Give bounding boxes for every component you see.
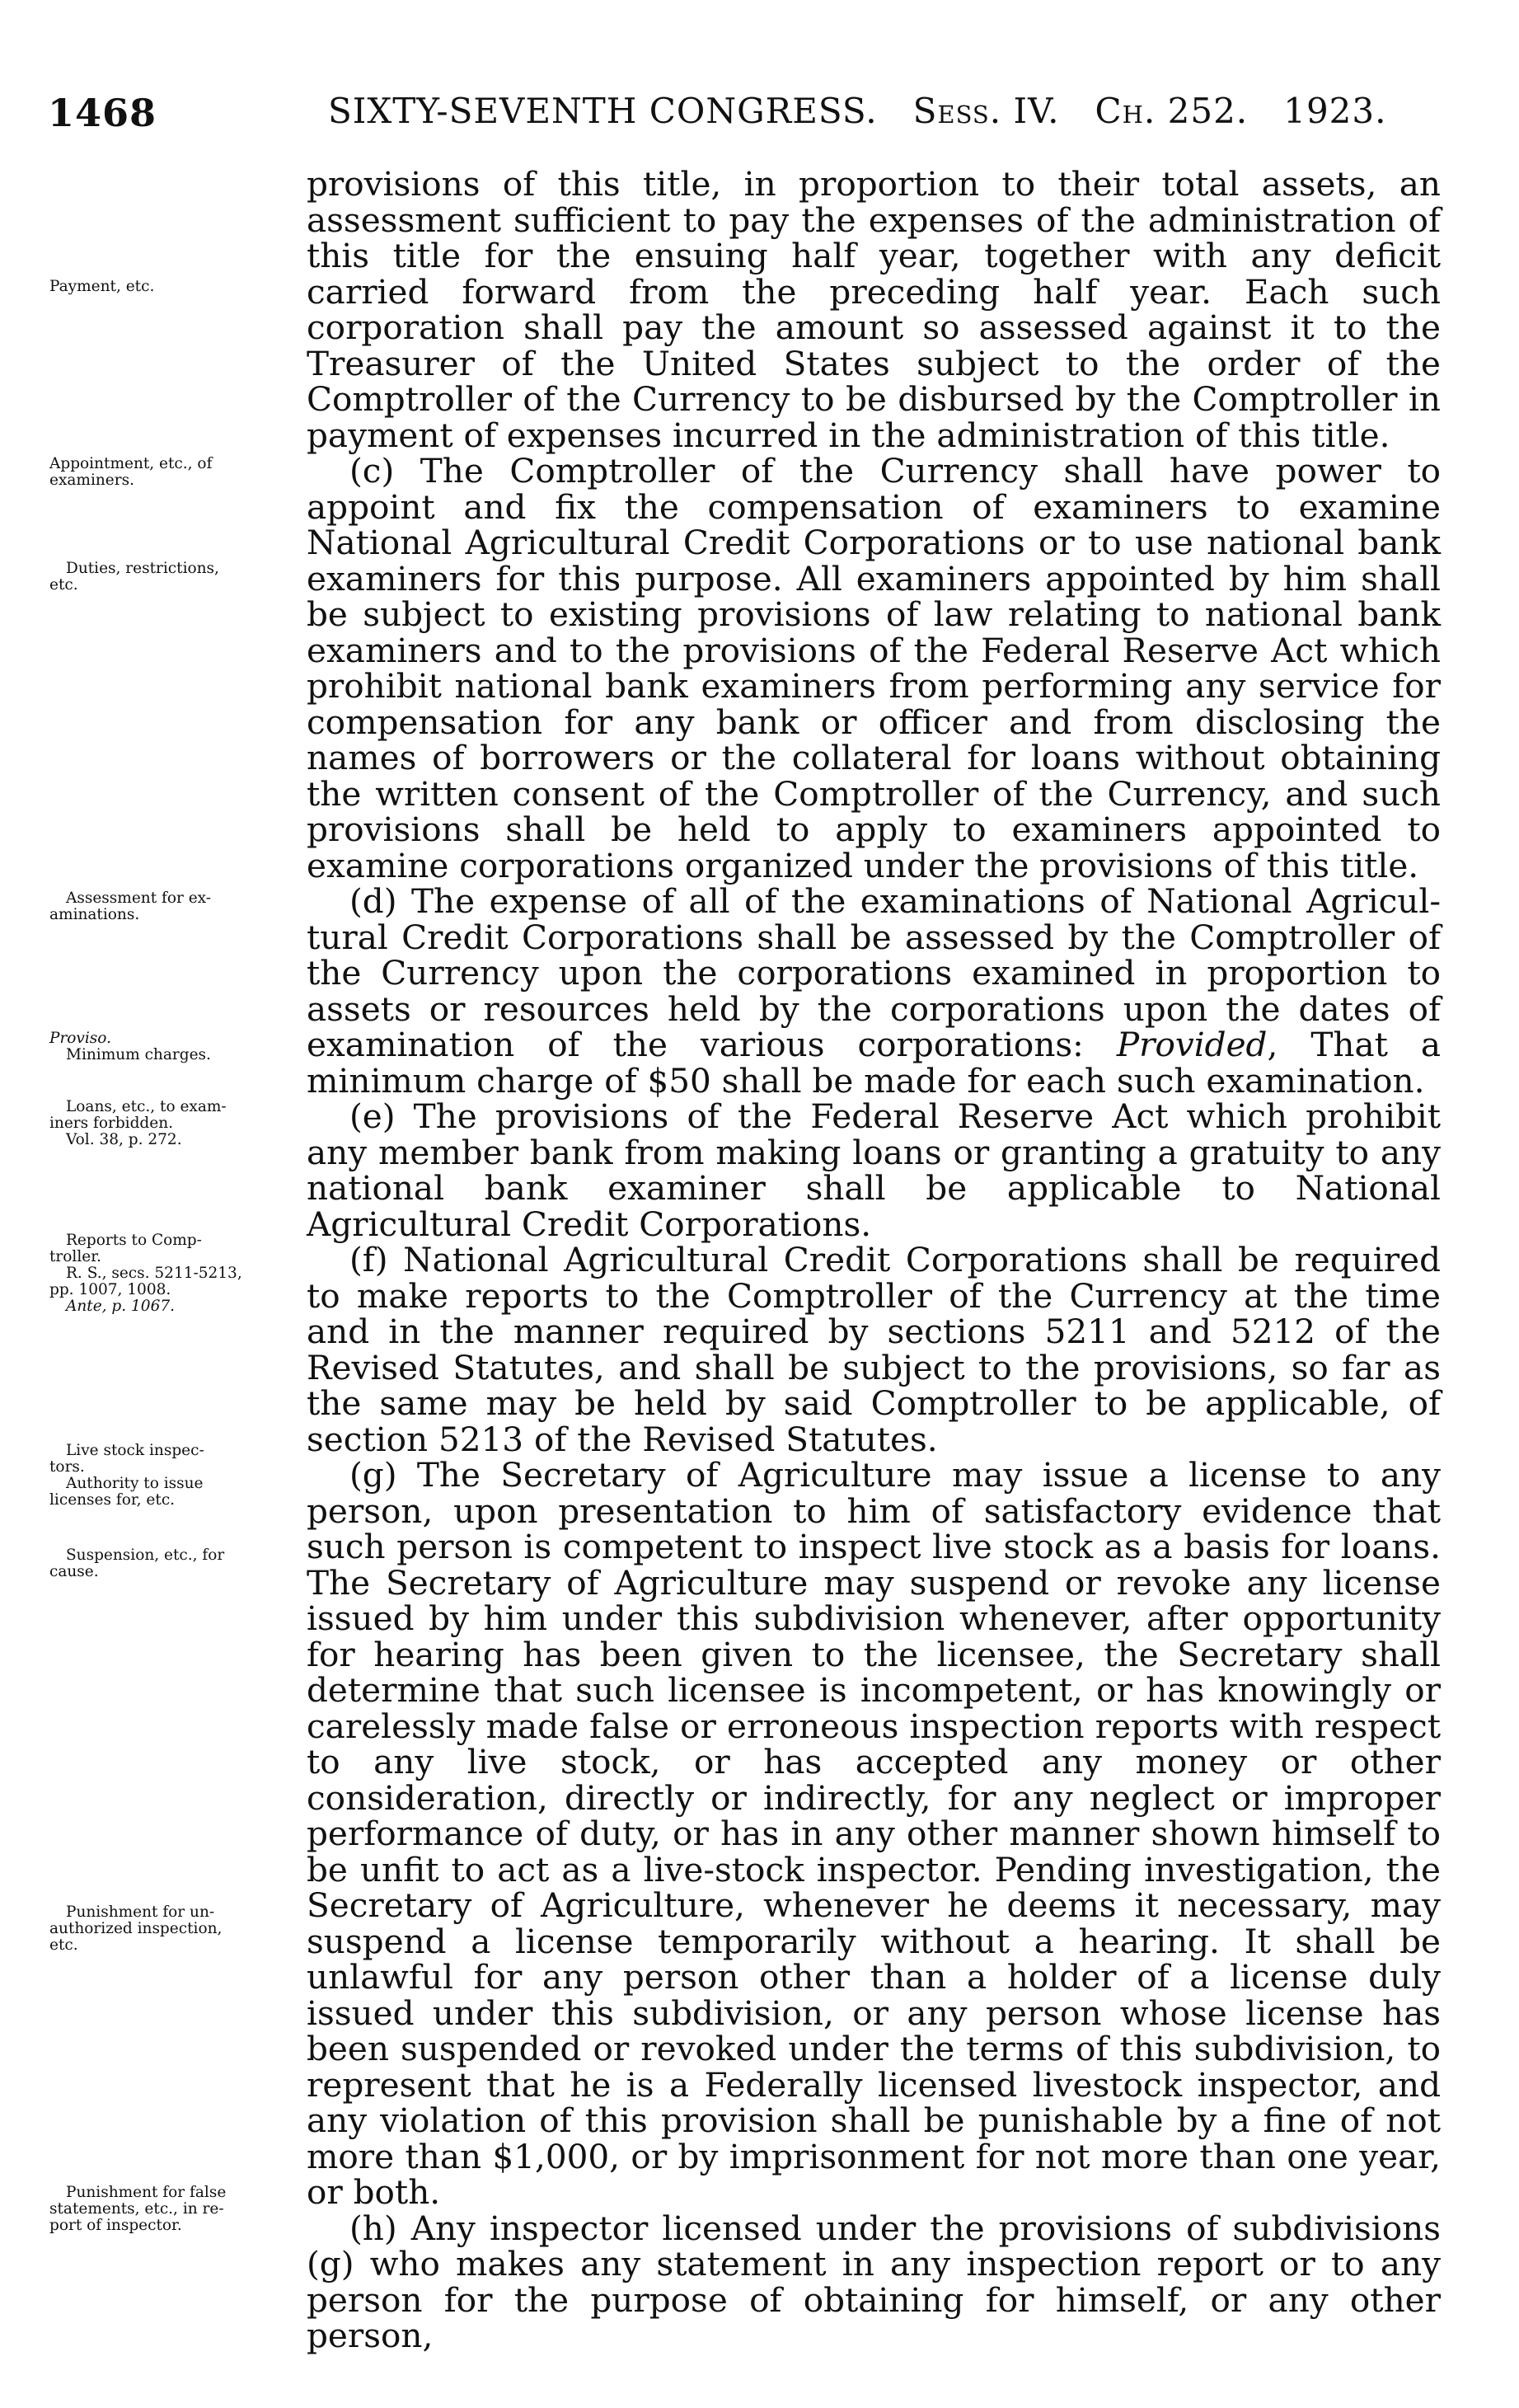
margin-note-line: Payment, etc. bbox=[49, 278, 155, 295]
margin-note-line: Authority to issue bbox=[66, 1475, 204, 1492]
margin-note bbox=[49, 1232, 301, 1315]
margin-note bbox=[49, 279, 301, 295]
chapter-label: Ch. 252. bbox=[1095, 91, 1249, 131]
margin-note bbox=[49, 2185, 301, 2234]
margin-note-line: Duties, restrictions, bbox=[66, 560, 219, 577]
margin-note-line: iners forbidden. bbox=[49, 1115, 174, 1132]
paragraph-h: (h) Any inspector licensed under the provisions of subdivisions (g) who makes any statement in any inspection report or to any person for the purpose of obtaining for himself, or any other person, bbox=[307, 2208, 1441, 2355]
margin-note-line: examiners. bbox=[49, 472, 134, 489]
paragraph-f: (f) National Agricultural Credit Corporations shall be required to make reports to the Comptroller of the Currency at the time and in the manner required by sections 5211 and 5212 of the Revised Statutes, and shall be subject to the provisions, so far as the same may be held by said Comptroller to be applicable, of section 5213 of the Revised Statutes. bbox=[307, 1240, 1441, 1459]
margin-note-line: etc. bbox=[49, 1936, 78, 1954]
paragraph-c: (c) The Comptroller of the Currency shall have power to appoint and fix the compensation of examiners to examine National Agricultural Credit Corporations or to use national bank examiners for this purpose. All examiners appointed by him shall be subject to existing provisions of law relating to national bank examiners and to the provisions of the Federal Reserve Act which prohibit national bank examiners from performing any service for compensation for any bank or officer and from disclosing the names of borrowers or the collateral for loans without obtaining the written consent of the Comptroller of the Currency, and such provisions shall be held to apply to examiners appointed to examine corporations organized under the provisions of this title. bbox=[307, 451, 1441, 885]
margin-note-line: aminations. bbox=[49, 906, 140, 923]
margin-note-line: authorized inspection, bbox=[49, 1920, 223, 1937]
margin-note-line: Reports to Comp- bbox=[66, 1232, 202, 1249]
page-number: 1468 bbox=[48, 91, 157, 135]
margin-note-line: Vol. 38, p. 272. bbox=[66, 1131, 182, 1148]
margin-note-line: troller. bbox=[49, 1248, 101, 1265]
paragraph-d: (d) The expense of all of the examinations of National Agricultural Credit Corporations shall be assessed by the Comptroller of the Currency upon the corporations examined in proportion to assets or resources held by the corporations upon the dates of examination of the various corporations: Provided, That a minimum charge of $50 shall be made for each such examination. bbox=[307, 881, 1441, 1101]
margin-note-line: R. S., secs. 5211-5213, bbox=[66, 1265, 242, 1282]
margin-note bbox=[49, 561, 301, 594]
margin-note-line: Ante, p. 1067. bbox=[66, 1298, 175, 1315]
margin-note bbox=[49, 1547, 301, 1580]
margin-note-line: licenses for, etc. bbox=[49, 1491, 176, 1509]
margin-note-line: tors. bbox=[49, 1458, 85, 1476]
running-head bbox=[328, 91, 1386, 131]
margin-note bbox=[49, 1904, 301, 1954]
statute-text bbox=[307, 164, 1441, 2355]
margin-note bbox=[49, 1030, 301, 1063]
page-header bbox=[48, 91, 1449, 140]
margin-note-line: port of inspector. bbox=[49, 2217, 182, 2234]
margin-note-line: Suspension, etc., for bbox=[66, 1547, 225, 1564]
margin-note-line: Live stock inspec- bbox=[66, 1442, 204, 1459]
proviso-emphasis: Provided bbox=[1116, 1025, 1268, 1064]
margin-note-line: Minimum charges. bbox=[66, 1046, 211, 1063]
margin-note-line: Proviso. bbox=[49, 1030, 111, 1047]
paragraph-e: (e) The provisions of the Federal Reserve Act which prohibit any member bank from making loans or granting a gratuity to any national bank examiner shall be applicable to National Agricultural Credit Corporations. bbox=[307, 1096, 1441, 1244]
paragraph-continuation: provisions of this title, in proportion to their total assets, an assessment sufficient to pay the expenses of the administration of this title for the ensuing half year, together with any deficit carried forward from the preceding half year. Each such corporation shall pay the amount so assessed against it to the Treasurer of the United States subject to the order of the Comptroller of the Currency to be disbursed by the Comptroller in payment of expenses incurred in the administration of this title. bbox=[307, 164, 1441, 455]
margin-note bbox=[49, 1443, 301, 1509]
session-label: Sess. IV. bbox=[912, 91, 1060, 131]
margin-note bbox=[49, 456, 301, 489]
margin-note-line: Assessment for ex- bbox=[66, 890, 212, 907]
margin-note-line: pp. 1007, 1008. bbox=[49, 1281, 171, 1298]
margin-note bbox=[49, 1099, 301, 1148]
margin-note-line: Loans, etc., to exam- bbox=[66, 1098, 227, 1115]
paragraph-g: (g) The Secretary of Agriculture may issue a license to any person, upon presentation to him of satisfactory evidence that such person is competent to inspect live stock as a basis for loans. The Secretary of Agriculture may suspend or revoke any license issued by him under this subdivision whenever, after opportunity for hearing has been given to the licensee, the Secretary shall determine that such licensee is incompetent, or has knowingly or carelessly made false or erroneous inspection reports with respect to any live stock, or has accepted any money or other consideration, directly or indirectly, for any neglect or improper performance of duty, or has in any other manner shown himself to be unfit to act as a live-stock inspector. Pending investigation, the Secretary of Agriculture, whenever he deems it necessary, may suspend a license temporarily without a hearing. It shall be unlawful for any person other than a holder of a license duly issued under this subdivision, or any person whose license has been suspended or revoked under the terms of this subdivision, to represent that he is a Federally licensed livestock inspector, and any violation of this provision shall be punishable by a fine of not more than $1,000, or by imprisonment for not more than one year, or both. bbox=[307, 1455, 1441, 2212]
margin-note-line: cause. bbox=[49, 1563, 99, 1580]
year-label: 1923. bbox=[1283, 91, 1387, 131]
margin-note-line: statements, etc., in re- bbox=[49, 2200, 224, 2218]
congress-title: SIXTY-SEVENTH CONGRESS. bbox=[328, 91, 878, 131]
margin-note-line: etc. bbox=[49, 576, 78, 594]
margin-note-line: Punishment for un- bbox=[66, 1903, 215, 1921]
margin-note-line: Punishment for false bbox=[66, 2184, 227, 2201]
margin-note bbox=[49, 890, 301, 923]
margin-note-line: Appointment, etc., of bbox=[49, 455, 213, 472]
